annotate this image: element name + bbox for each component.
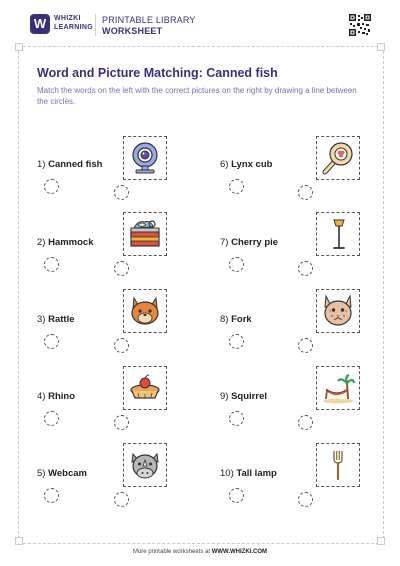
match-circle[interactable]: [229, 411, 244, 426]
word-item: 4) Rhino: [37, 391, 76, 402]
footer-text: More printable worksheets at: [132, 549, 211, 555]
match-circle[interactable]: [114, 492, 129, 507]
webcam-icon: [128, 141, 162, 175]
footer-link[interactable]: WWW.WHIZKI.COM: [211, 549, 268, 555]
word-item: 9) Squirrel: [220, 391, 267, 402]
word-item: 3) Rattle: [37, 314, 75, 325]
match-circle[interactable]: [114, 261, 129, 276]
border-corner: [377, 43, 385, 51]
match-circle[interactable]: [44, 411, 59, 426]
footer: [0, 549, 400, 555]
word-item: 2) Hammock: [37, 237, 94, 248]
word-item: 5) Webcam: [37, 468, 87, 479]
word-item: 10) Tall lamp: [220, 468, 277, 479]
worksheet-instructions: Match the words on the left with the correct pictures on the right by drawing a line between the circles.: [37, 86, 357, 106]
match-circle[interactable]: [229, 179, 244, 194]
match-circle[interactable]: [298, 261, 313, 276]
squirrel-icon: [128, 294, 162, 328]
border-corner: [15, 537, 23, 545]
match-circle[interactable]: [298, 338, 313, 353]
word-item: 1) Canned fish: [37, 159, 103, 170]
match-circle[interactable]: [229, 257, 244, 272]
word-item: 6) Lynx cub: [220, 159, 273, 170]
picture-box: [316, 212, 360, 256]
match-circle[interactable]: [298, 415, 313, 430]
match-circle[interactable]: [114, 185, 129, 200]
logo-text: [54, 15, 93, 32]
picture-box: [123, 289, 167, 333]
match-circle[interactable]: [229, 488, 244, 503]
match-circle[interactable]: [44, 488, 59, 503]
picture-box: [316, 366, 360, 410]
logo-line-2: LEARNING: [54, 23, 93, 31]
qr-code-icon: [349, 14, 371, 36]
match-circle[interactable]: [229, 334, 244, 349]
picture-box: [316, 443, 360, 487]
match-circle[interactable]: [114, 415, 129, 430]
match-circle[interactable]: [44, 334, 59, 349]
match-circle[interactable]: [298, 492, 313, 507]
lynx-cub-icon: [321, 294, 355, 328]
picture-box: [123, 212, 167, 256]
border-corner: [377, 537, 385, 545]
picture-box: [316, 136, 360, 180]
border-corner: [15, 43, 23, 51]
word-item: 7) Cherry pie: [220, 237, 279, 248]
worksheet-title: Word and Picture Matching: Canned fish: [37, 66, 278, 80]
hammock-icon: [321, 371, 355, 405]
match-circle[interactable]: [44, 257, 59, 272]
logo-line-1: WHIZKI: [54, 15, 81, 22]
cherry-pie-icon: [128, 371, 162, 405]
header-title-top: PRINTABLE LIBRARY: [102, 15, 196, 25]
rattle-icon: [321, 141, 355, 175]
word-item: 8) Fork: [220, 314, 252, 325]
match-circle[interactable]: [298, 185, 313, 200]
rhino-icon: [128, 448, 162, 482]
fork-icon: [321, 448, 355, 482]
picture-box: [316, 289, 360, 333]
match-circle[interactable]: [44, 179, 59, 194]
canned-fish-icon: [128, 217, 162, 251]
picture-box: [123, 366, 167, 410]
tall-lamp-icon: [321, 217, 355, 251]
whizki-logo: W: [30, 14, 50, 34]
header-title-bottom: WORKSHEET: [102, 26, 163, 36]
header-divider: [95, 14, 96, 36]
match-circle[interactable]: [114, 338, 129, 353]
picture-box: [123, 443, 167, 487]
picture-box: [123, 136, 167, 180]
